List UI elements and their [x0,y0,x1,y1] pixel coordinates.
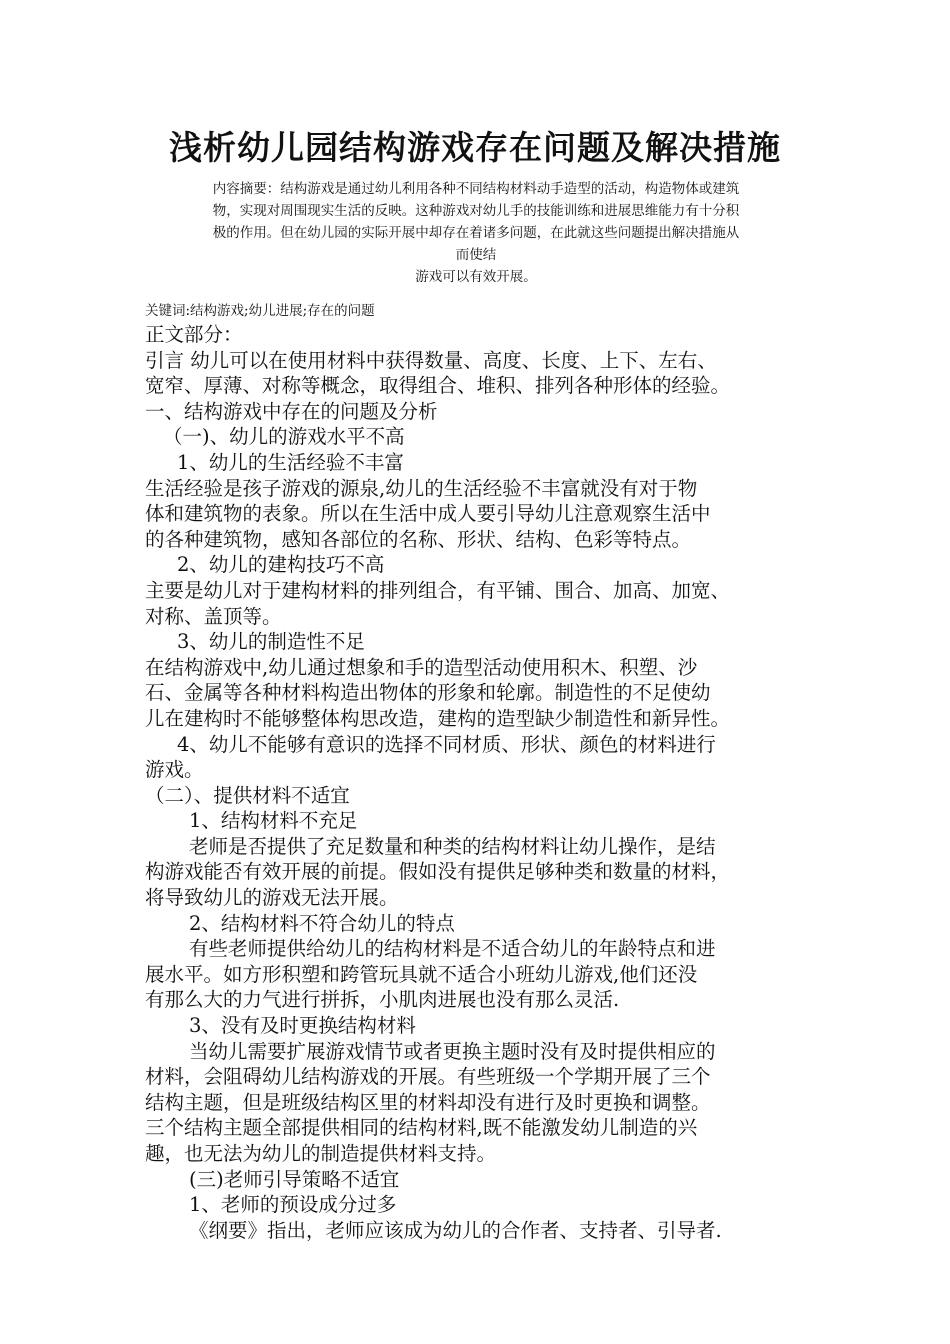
body-line: 《纲要》指出，老师应该成为幼儿的合作者、支持者、引导者. [189,1218,722,1242]
item-heading: 4、幼儿不能够有意识的选择不同材质、形状、颜色的材料进行 [177,732,716,756]
abstract-line: 游戏可以有效开展。 [415,269,537,285]
body-line: 展水平。如方形积塑和跨管玩具就不适合小班幼儿游戏,他们还没 [145,962,698,986]
body-line: 有些老师提供给幼儿的结构材料是不适合幼儿的年龄特点和进 [189,937,716,961]
abstract-line: 内容摘要：结构游戏是通过幼儿利用各种不同结构材料动手造型的活动，构造物体或建筑 [212,181,740,197]
item-heading: 2、幼儿的建构技巧不高 [177,553,385,577]
body-line: 生活经验是孩子游戏的源泉,幼儿的生活经验不丰富就没有对于物 [145,476,698,500]
body-line: 材料，会阻碍幼儿结构游戏的开展。有些班级一个学期开展了三个 [145,1065,711,1089]
item-heading: 1、幼儿的生活经验不丰富 [177,450,404,474]
abstract-line: 极的作用。但在幼儿园的实际开展中却存在着诸多问题，在此就这些问题提出解决措施从 [212,225,740,241]
section-heading-main: 正文部分： [145,323,243,346]
body-line: 将导致幼儿的游戏无法开展。 [145,886,399,910]
item-heading: 1、结构材料不充足 [189,809,358,833]
body-line: 趣，也无法为幼儿的制造提供材料支持。 [145,1142,497,1165]
section-heading: 一、结构游戏中存在的问题及分析 [145,399,438,423]
body-line: 宽窄、厚薄、对称等概念，取得组合、堆积、排列各种形体的经验。 [145,374,731,398]
body-line: 在结构游戏中,幼儿通过想象和手的造型活动使用积木、积塑、沙 [145,655,698,679]
item-heading: 3、没有及时更换结构材料 [189,1014,416,1038]
item-heading: 3、幼儿的制造性不足 [177,630,365,654]
body-line: 当幼儿需要扩展游戏情节或者更换主题时没有及时提供相应的 [189,1039,716,1063]
body-line: 引言 幼儿可以在使用材料中获得数量、高度、长度、上下、左右、 [145,348,717,372]
body-text [145,322,815,1243]
subsection-heading: （二）、提供材料不适宜 [145,783,350,807]
body-line: 儿在建构时不能够整体构思改造，建构的造型缺少制造性和新异性。 [145,706,731,730]
body-line: 主要是幼儿对于建构材料的排列组合，有平铺、围合、加高、加宽、 [145,578,731,602]
body-line: 体和建筑物的表象。所以在生活中成人要引导幼儿注意观察生活中 [145,502,711,526]
body-line: 对称、盖顶等。 [145,604,282,628]
body-line: 游戏。 [145,758,204,782]
abstract-line: 物，实现对周围现实生活的反映。这种游戏对幼儿手的技能训练和进展思维能力有十分积 [212,203,740,219]
body-line: 有那么大的力气进行拼拆，小肌肉进展也没有那么灵活. [145,988,620,1012]
body-line: 三个结构主题全部提供相同的结构材料,既不能激发幼儿制造的兴 [145,1116,698,1140]
item-heading: 1、老师的预设成分过多 [189,1193,397,1217]
document-title: 浅析幼儿园结构游戏存在问题及解决措施 [169,128,781,167]
keywords: 关键词:结构游戏;幼儿进展;存在的问题 [145,303,375,319]
item-heading: 2、结构材料不符合幼儿的特点 [189,911,455,935]
body-line: 老师是否提供了充足数量和种类的结构材料让幼儿操作，是结 [189,834,716,858]
body-line: 的各种建筑物，感知各部位的名称、形状、结构、色彩等特点。 [145,527,692,551]
subsection-heading: (三)老师引导策略不适宜 [189,1167,400,1191]
body-line: 结构主题，但是班级结构区里的材料却没有进行及时更换和调整。 [145,1090,711,1114]
body-line: 石、金属等各种材料构造出物体的形象和轮廓。制造性的不足使幼 [145,681,711,705]
body-line: 构游戏能否有效开展的前提。假如没有提供足够种类和数量的材料， [145,860,731,884]
abstract [145,178,807,288]
subsection-heading: （一)、幼儿的游戏水平不高 [163,425,405,449]
abstract-line: 而使结 [455,247,497,263]
